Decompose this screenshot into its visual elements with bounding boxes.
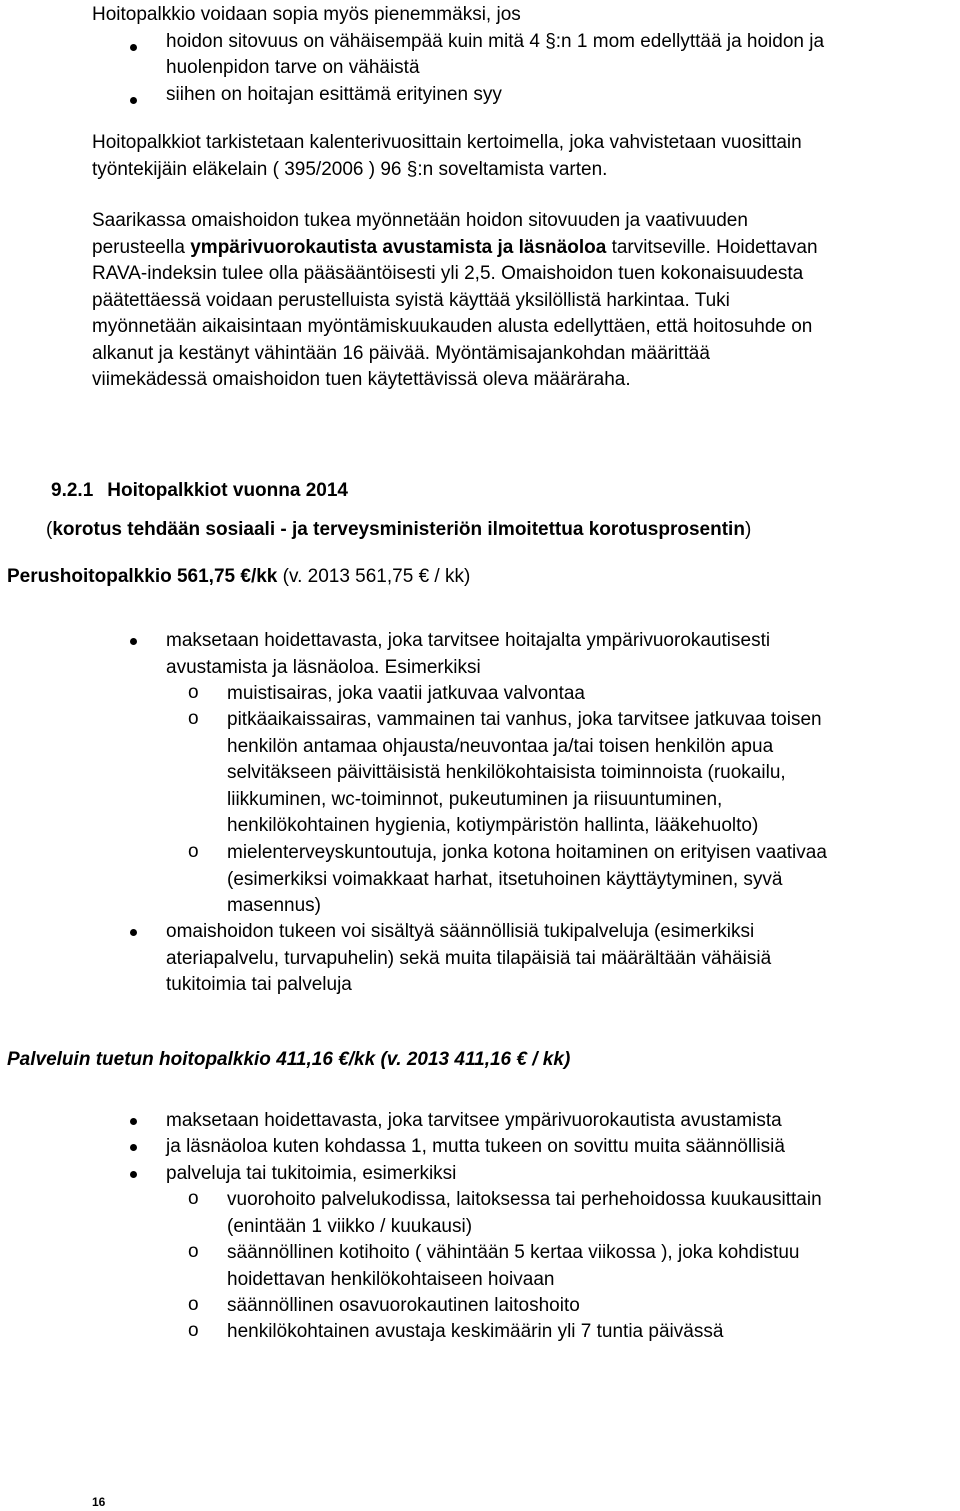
intro-para-line-1: Hoitopalkkiot tarkistetaan kalenterivuosittain kertoimella, joka vahvistetaan vuosittain xyxy=(92,132,802,153)
bullet-dot xyxy=(130,1171,137,1178)
perus-sub-2: pitkäaikaissairas, vammainen tai vanhus, joka tarvitsee jatkuvaa toisen henkilön antamaa ohjausta/neuvontaa ja/tai toisen henkilön apua selvitäkseen päivittäisistä henkilökohtaisista toiminnoista (ruokailu, liikkuminen, wc-toiminnot, pukeutuminen ja riisuuntuminen, henkilökohtainen hygienia, kotiympäristön hallinta, lääkehuolto) xyxy=(227,709,822,836)
perus-sub-1: muistisairas, joka vaatii jatkuvaa valvontaa xyxy=(227,683,586,704)
bullet-dot xyxy=(130,97,137,104)
sub-bullet-marker: o xyxy=(188,708,199,729)
intro-para-line-2: työntekijäin eläkelain ( 395/2006 ) 96 §:n soveltamista varten. xyxy=(92,159,608,180)
euro-sign: € xyxy=(338,1049,349,1070)
intro-bullet-1-cont: huolenpidon tarve on vähäistä xyxy=(166,57,420,78)
palvelu-sub-4: henkilökohtainen avustaja keskimäärin yli 7 tuntia päivässä xyxy=(227,1321,724,1342)
section-heading: 9.2.1 Hoitopalkkiot vuonna 2014 xyxy=(51,480,348,501)
sub-bullet-marker: o xyxy=(188,1188,199,1209)
section-sign: § xyxy=(406,159,418,180)
sub-bullet-marker: o xyxy=(188,1294,199,1315)
sub-bullet-marker: o xyxy=(188,841,199,862)
bullet-dot xyxy=(130,44,137,51)
section-sign: § xyxy=(545,31,556,52)
perus-sub-3: mielenterveyskuntoutuja, jonka kotona hoitaminen on erityisen vaativaa (esimerkiksi voimakkaat harhat, itsetuhoinen käyttäytyminen, syvä masennus) xyxy=(227,842,827,916)
euro-sign: € xyxy=(240,566,251,587)
perushoitopalkkio-line: Perushoitopalkkio 561,75 €/kk (v. 2013 561,75 € / kk) xyxy=(7,566,471,587)
palvelu-heading: Palveluin tuetun hoitopalkkio 411,16 €/kk (v. 2013 411,16 € / kk) xyxy=(7,1049,571,1070)
euro-sign: € xyxy=(418,566,430,587)
bullet-dot xyxy=(130,929,137,936)
bullet-dot xyxy=(130,1144,137,1151)
sub-bullet-marker: o xyxy=(188,1320,199,1341)
body-paragraph: Saarikassa omaishoidon tukea myönnetään hoidon sitovuuden ja vaativuuden perusteella ympärivuorokautista avustamista ja läsnäoloa tarvitseville. Hoidettavan RAVA-indeksin tulee olla pääsääntöisesti yli 2,5. Omaishoidon tuen kokonaisuudesta päätettäessä voidaan perustelluista syistä käyttää yksilöllistä harkintaa. Tuki myönnetään aikaisintaan myöntämiskuukauden alusta edellyttäen, että hoitosuhde on alkanut ja kestänyt vähintään 16 päivää. Myöntämisajankohdan määrittää viimekädessä omaishoidon tuen käytettävissä oleva määräraha. xyxy=(92,210,818,390)
palvelu-sub-2: säännöllinen kotihoito ( vähintään 5 kertaa viikossa ), joka kohdistuu hoidettavan henkilökohtaiseen hoivaan xyxy=(227,1242,800,1290)
palvelu-bullet-3: palveluja tai tukitoimia, esimerkiksi xyxy=(166,1163,457,1184)
intro-bullet-1: hoidon sitovuus on vähäisempää kuin mitä 4 §:n 1 mom edellyttää ja hoidon ja xyxy=(166,31,825,52)
palvelu-sub-1: vuorohoito palvelukodissa, laitoksessa tai perhehoidossa kuukausittain (enintään 1 viikko / kuukausi) xyxy=(227,1189,822,1237)
perus-bullet-2: omaishoidon tukeen voi sisältyä säännöllisiä tukipalveluja (esimerkiksi ateriapalvelu, turvapuhelin) sekä muita tilapäisiä tai määrältään vähäisiä tukitoimia tai palveluja xyxy=(166,921,772,995)
palvelu-bullet-1: maksetaan hoidettavasta, joka tarvitsee ympärivuorokautista avustamista xyxy=(166,1110,782,1131)
sub-bullet-marker: o xyxy=(188,682,199,703)
page-number: 16 xyxy=(92,1495,106,1509)
perus-bullet-1: maksetaan hoidettavasta, joka tarvitsee hoitajalta ympärivuorokautisesti avustamista ja läsnäoloa. Esimerkiksi xyxy=(166,630,771,678)
palvelu-bullet-2: ja läsnäoloa kuten kohdassa 1, mutta tukeen on sovittu muita säännöllisiä xyxy=(166,1136,785,1157)
euro-sign: € xyxy=(516,1049,527,1070)
intro-bullet-2: siihen on hoitajan esittämä erityinen syy xyxy=(166,84,502,105)
section-subtitle: (korotus tehdään sosiaali - ja terveysministeriön ilmoitettua korotusprosentin) xyxy=(46,519,752,540)
intro-lead: Hoitopalkkio voidaan sopia myös pienemmäksi, jos xyxy=(92,4,521,25)
sub-bullet-marker: o xyxy=(188,1241,199,1262)
bullet-dot xyxy=(130,1118,137,1125)
bullet-dot xyxy=(130,638,137,645)
palvelu-sub-3: säännöllinen osavuorokautinen laitoshoito xyxy=(227,1295,580,1316)
